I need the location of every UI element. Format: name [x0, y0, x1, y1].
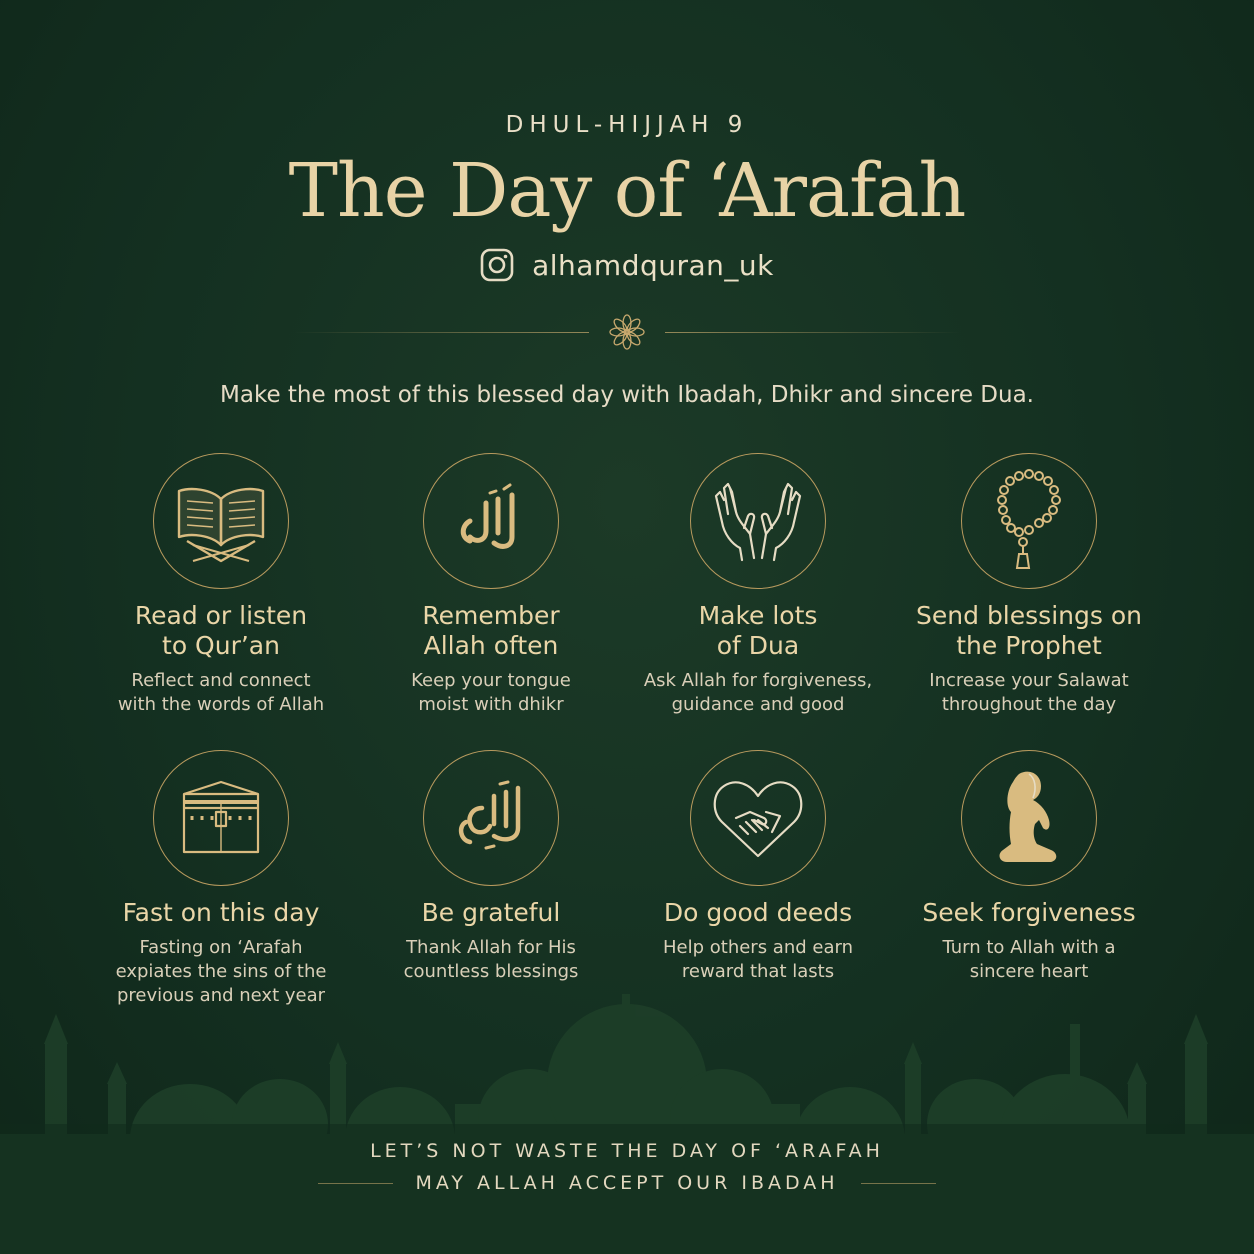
card-title-line: of Dua [716, 631, 800, 660]
card-desc-line: moist with dhikr [418, 694, 564, 715]
praying-person-icon [989, 768, 1069, 868]
kaaba-icon [178, 776, 264, 860]
card-title-line: Read or listen [134, 601, 308, 630]
icon-circle [961, 453, 1097, 589]
card-fast [91, 750, 351, 1008]
card-title-line: Do good deeds [663, 898, 853, 927]
card-remember-allah [361, 453, 621, 717]
dua-hands-icon [710, 478, 806, 564]
card-title-line: Send blessings on [916, 601, 1142, 630]
card-desc-line: Ask Allah for forgiveness, [643, 670, 873, 691]
card-send-blessings [899, 453, 1159, 717]
icon-circle [961, 750, 1097, 886]
card-desc-line: sincere heart [969, 961, 1089, 982]
heart-handshake-icon [710, 776, 806, 860]
card-desc-line: Help others and earn [663, 937, 853, 958]
card-desc-line: expiates the sins of the [115, 961, 327, 982]
card-desc-line: Reflect and connect [131, 670, 311, 691]
card-title-line: Seek forgiveness [922, 898, 1136, 927]
icon-circle [153, 750, 289, 886]
allah-calligraphy-icon [446, 778, 536, 858]
card-title-line: to Qur’an [162, 631, 280, 660]
card-title-line: Allah often [423, 631, 559, 660]
prayer-beads-icon [989, 466, 1069, 576]
card-title-line: Be grateful [421, 898, 561, 927]
card-desc-line: Keep your tongue [411, 670, 571, 691]
card-desc-line: throughout the day [941, 694, 1117, 715]
card-seek-forgiveness [899, 750, 1159, 984]
icon-circle [690, 453, 826, 589]
card-read-quran [91, 453, 351, 717]
card-desc-line: Thank Allah for His [406, 937, 576, 958]
handle-text: alhamdquran_uk [532, 248, 774, 282]
card-desc-line: guidance and good [671, 694, 845, 715]
card-title-line: Remember [422, 601, 560, 630]
card-desc-line: countless blessings [403, 961, 579, 982]
icon-circle [153, 453, 289, 589]
icon-circle [423, 453, 559, 589]
card-desc-line: with the words of Allah [117, 694, 325, 715]
icon-circle [423, 750, 559, 886]
card-title-line: Make lots [698, 601, 818, 630]
card-desc-line: Turn to Allah with a [942, 937, 1116, 958]
page-title: The Day of ‘Arafah [288, 148, 966, 234]
date-eyebrow: DHUL-HIJJAH 9 [505, 112, 749, 138]
card-desc-line: reward that lasts [681, 961, 835, 982]
card-title-line: Fast on this day [122, 898, 320, 927]
flower-ornament-icon [607, 312, 647, 352]
card-desc-line: Increase your Salawat [929, 670, 1129, 691]
instagram-icon [480, 248, 514, 282]
instagram-handle[interactable] [0, 248, 1254, 282]
footer-line-1: LET’S NOT WASTE THE DAY OF ‘ARAFAH [370, 1140, 884, 1162]
mosque-skyline-silhouette [0, 974, 1254, 1254]
card-title-line: the Prophet [956, 631, 1102, 660]
card-be-grateful [361, 750, 621, 984]
quran-icon [173, 479, 269, 563]
subtitle: Make the most of this blessed day with Ibadah, Dhikr and sincere Dua. [220, 382, 1034, 408]
ornament-divider [0, 312, 1254, 352]
icon-circle [690, 750, 826, 886]
card-desc-line: Fasting on ‘Arafah [139, 937, 303, 958]
footer-line-2: MAY ALLAH ACCEPT OUR IBADAH [415, 1172, 839, 1194]
footer [0, 1172, 1254, 1194]
card-good-deeds [628, 750, 888, 984]
arabic-calligraphy-icon [446, 481, 536, 561]
card-make-dua [628, 453, 888, 717]
card-desc-line: previous and next year [116, 985, 326, 1006]
